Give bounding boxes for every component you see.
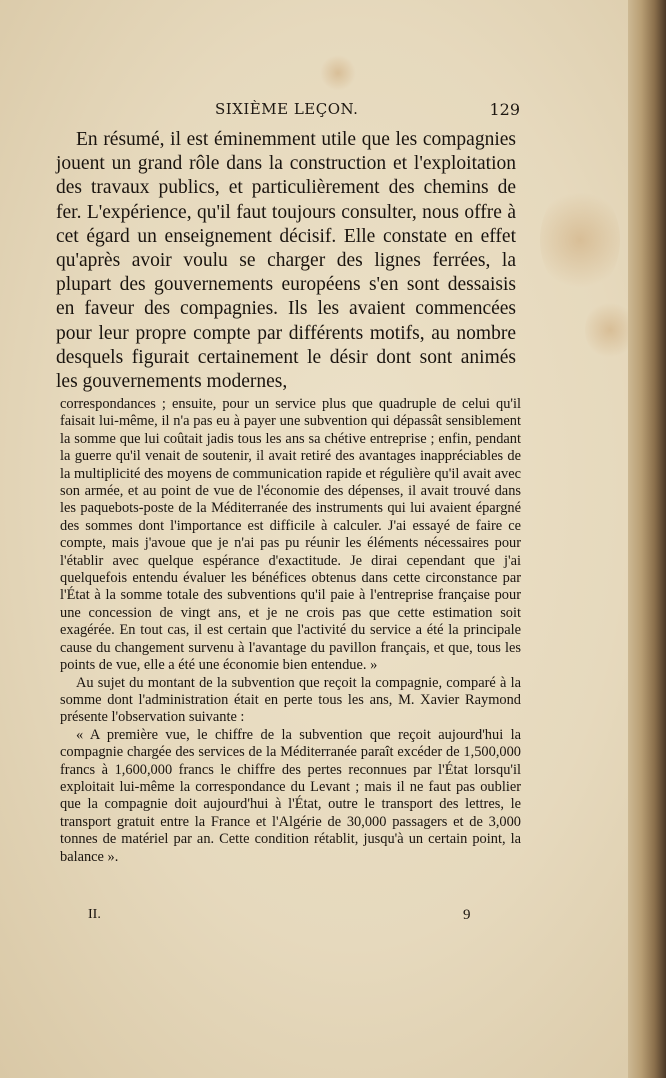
footnote-paragraph: correspondances ; ensuite, pour un service plus que quadruple de celui qu'il faisait lui-même, il n'a pas eu à payer une subvention qui dépassât sensiblement la somme que lui coûtait jadis tous les ans sa chétive entreprise ; enfin, pendant la guerre qu'il venait de soutenir, il avait retiré des avantages inappréciables de la multiplicité des moyens de communication rapide et régulière qu'il avait avec son armée, et au point de vue de l'économie des dépenses, il avait trouvé dans les paquebots-poste de la Méditerranée des instruments qui lui avaient épargné des sommes dont l'importance est difficile à calculer. J'ai essayé de faire ce compte, mais j'avoue que je n'ai pas pu réunir les éléments nécessaires pour l'établir avec quelque espérance d'exactitude. Je dirai cependant que j'ai quelquefois entendu évaluer les bénéfices obtenus dans cette circonstance par l'État à la somme totale des subventions qu'il paie à l'entreprise française pour une concession de vingt ans, et je ne crois pas que cette estimation soit exagérée. En tout cas, il est certain que l'activité du service a été la principale cause du changement survenu à l'avantage du pavillon français, et que, tous les points de vue, elle a été une économie bien entendue. » [60,396,521,674]
main-text [56,128,516,394]
running-title: SIXIÈME LEÇON. [215,100,359,118]
page-header [60,100,520,122]
volume-mark: II. [88,907,101,922]
footnote [60,396,521,866]
sheet-signature: 9 [463,907,471,923]
foxing-stain [540,185,620,295]
foxing-stain [320,55,356,91]
page-number: 129 [489,100,520,119]
signature-line [88,907,488,927]
main-paragraph: En résumé, il est éminemment utile que les compagnies jouent un grand rôle dans la construction et l'exploitation des travaux publics, et particulièrement des chemins de fer. L'expérience, qu'il faut toujours consulter, nous offre à cet égard un enseignement décisif. Elle constate en effet qu'après avoir voulu se charger des lignes ferrées, la plupart des gouvernements européens s'en sont dessaisis en faveur des compagnies. Ils les avaient commencées pour leur propre compte par différents motifs, au nombre desquels figurait certainement le désir dont sont animés les gouvernements modernes, [56,129,516,393]
footnote-paragraph: Au sujet du montant de la subvention que reçoit la compagnie, comparé à la somme dont l'administration était en perte tous les ans, M. Xavier Raymond présente l'observation suivante : [60,674,521,726]
footnote-paragraph: « A première vue, le chiffre de la subvention que reçoit aujourd'hui la compagnie chargée des services de la Méditerranée paraît excéder de 1,500,000 francs à 1,600,000 francs le chiffre des pertes reconnues par l'État lorsqu'il exploitait lui-même la correspondance du Levant ; mais il ne faut pas oublier que la compagnie doit aujourd'hui à l'État, outre le transport des lettres, le transport gratuit entre la France et l'Algérie de 30,000 passagers et de 3,000 tonnes de matériel par an. Cette condition rétablit, jusqu'à un certain point, la balance ». [60,726,521,865]
page-edge [628,0,666,1078]
